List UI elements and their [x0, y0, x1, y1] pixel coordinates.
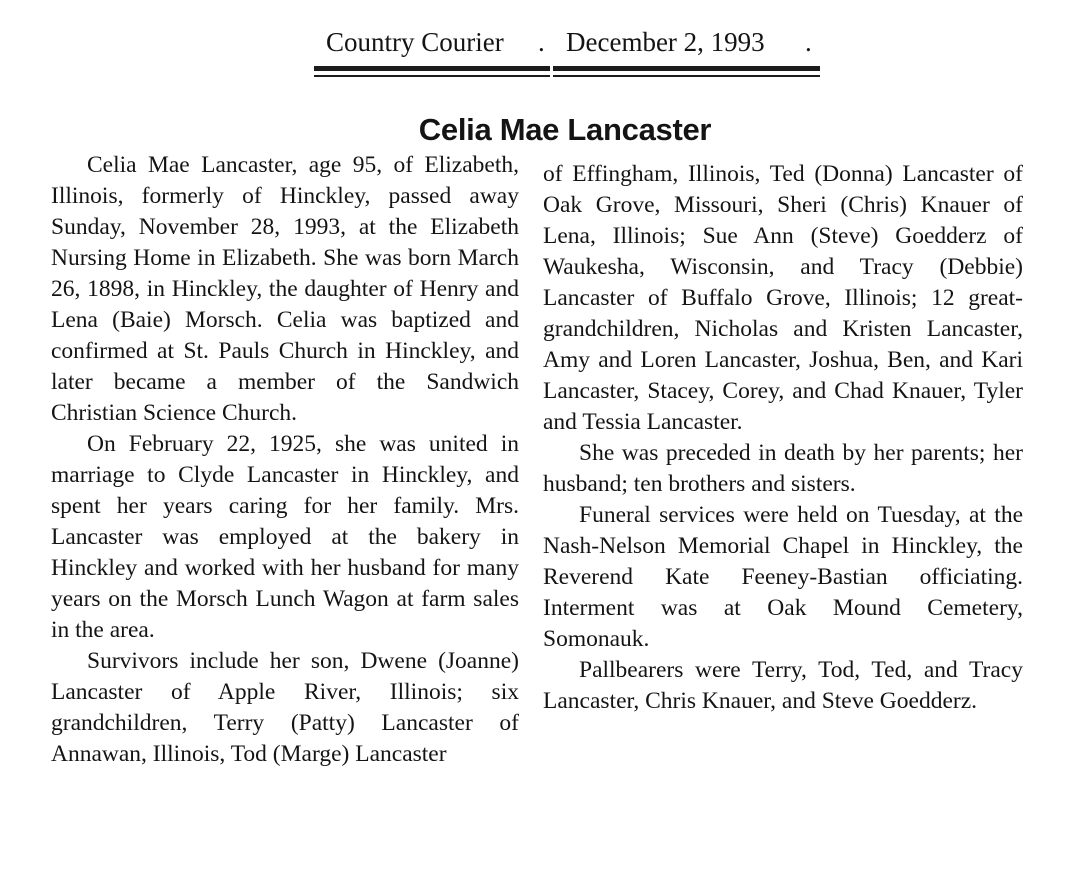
paragraph-pallbearers: Pallbearers were Terry, Tod, Ted, and Tracy Lancaster, Chris Knauer, and Steve Goedderz.: [543, 657, 1023, 714]
article-column-left: [51, 150, 519, 770]
paragraph-survivors-continued: of Effingham, Illinois, Ted (Donna) Lancaster of Oak Grove, Missouri, Sheri (Chris) Knauer of Lena, Illinois; Sue Ann (Steve) Goedderz of Waukesha, Wisconsin, and Tracy (Debbie) Lancaster of Buffalo Grove, Illinois; 12 great-grandchildren, Nicholas and Kristen Lancaster, Amy and Loren Lancaster, Joshua, Ben, and Kari Lancaster, Stacey, Corey, and Chad Knauer, Tyler and Tessia Lancaster.: [543, 161, 1023, 435]
paragraph-survivors: Survivors include her son, Dwene (Joanne) Lancaster of Apple River, Illinois; six grandchildren, Terry (Patty) Lancaster of Annawan, Illinois, Tod (Marge) Lancaster: [51, 648, 519, 767]
masthead-rule-thick: [314, 66, 820, 71]
article-headline: Celia Mae Lancaster: [418, 112, 712, 147]
article-column-right: [543, 159, 1023, 717]
masthead-rule-thin: [314, 75, 820, 77]
paragraph-marriage: On February 22, 1925, she was united in marriage to Clyde Lancaster in Hinckley, and spent her years caring for her family. Mrs. Lancaster was employed at the bakery in Hinckley and worked with her husband for many years on the Morsch Lunch Wagon at farm sales in the area.: [51, 431, 519, 643]
masthead-separator: .: [538, 27, 545, 57]
paragraph-preceded: She was preceded in death by her parents; her husband; ten brothers and sisters.: [543, 440, 1023, 497]
masthead-rule-gap: [550, 64, 553, 80]
paragraph-funeral: Funeral services were held on Tuesday, at the Nash-Nelson Memorial Chapel in Hinckley, the Reverend Kate Feeney-Bastian officiating. Interment was at Oak Mound Cemetery, Somonauk.: [543, 502, 1023, 652]
publication-name: Country Courier: [326, 27, 504, 57]
masthead-end-mark: .: [805, 27, 812, 57]
paragraph-intro: Celia Mae Lancaster, age 95, of Elizabeth, Illinois, formerly of Hinckley, passed away Sunday, November 28, 1993, at the Elizabeth Nursing Home in Elizabeth. She was born March 26, 1898, in Hinckley, the daughter of Henry and Lena (Baie) Morsch. Celia was baptized and confirmed at St. Pauls Church in Hinckley, and later became a member of the Sandwich Christian Science Church.: [51, 152, 519, 426]
masthead: [316, 22, 820, 62]
publication-date: December 2, 1993: [566, 27, 765, 57]
